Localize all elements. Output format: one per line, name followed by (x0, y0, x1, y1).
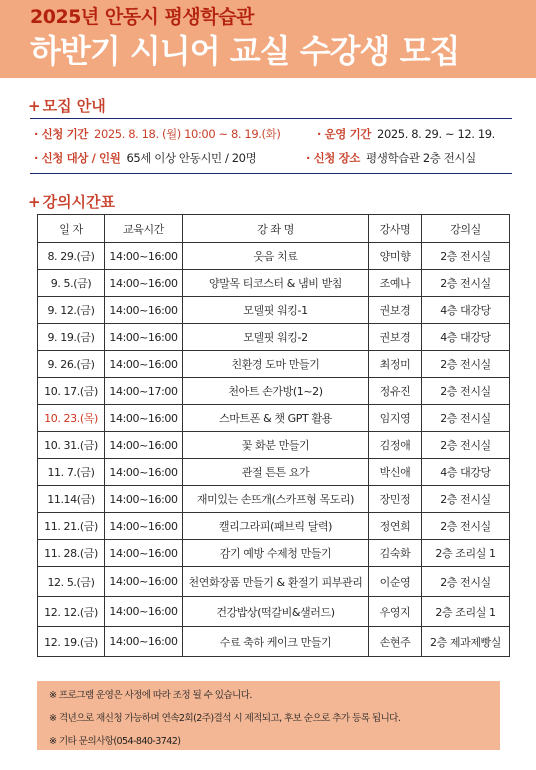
table-row (38, 351, 510, 378)
table-row (38, 597, 510, 627)
cell-teacher: 우영지 (369, 597, 422, 627)
recruit-section-title: + 모집 안내 (28, 97, 106, 115)
notes-box (37, 681, 500, 750)
cell-teacher: 정유진 (369, 378, 422, 405)
cell-date: 12. 12.(금) (38, 597, 105, 627)
cell-teacher: 조예나 (369, 270, 422, 297)
table-row (38, 270, 510, 297)
cell-teacher: 최정미 (369, 351, 422, 378)
cell-time: 14:00~16:00 (105, 270, 183, 297)
cell-room: 2층 전시실 (422, 432, 510, 459)
cell-teacher: 권보경 (369, 324, 422, 351)
cell-time: 14:00~16:00 (105, 597, 183, 627)
table-row (38, 432, 510, 459)
col-header-course: 강 좌 명 (183, 215, 369, 243)
cell-teacher: 이순영 (369, 567, 422, 597)
col-header-date: 일 자 (38, 215, 105, 243)
cell-course: 모델핏 워킹-1 (183, 297, 369, 324)
cell-teacher: 박신애 (369, 459, 422, 486)
cell-time: 14:00~16:00 (105, 540, 183, 567)
cell-teacher: 김정애 (369, 432, 422, 459)
plus-icon: + (28, 97, 41, 115)
cell-date: 10. 23.(목) (38, 405, 105, 432)
cell-room: 4층 대강당 (422, 459, 510, 486)
cell-course: 양말목 티코스터 & 냄비 받침 (183, 270, 369, 297)
col-header-room: 강의실 (422, 215, 510, 243)
cell-course: 꽃 화분 만들기 (183, 432, 369, 459)
cell-teacher: 정연희 (369, 513, 422, 540)
cell-time: 14:00~16:00 (105, 486, 183, 513)
header-title: 하반기 시니어 교실 수강생 모집 (30, 32, 460, 70)
recruit-info-box (30, 118, 512, 174)
cell-course: 재미있는 손뜨개(스카프형 목도리) (183, 486, 369, 513)
cell-room: 4층 대강당 (422, 297, 510, 324)
cell-date: 12. 5.(금) (38, 567, 105, 597)
cell-teacher: 임지영 (369, 405, 422, 432)
table-row (38, 405, 510, 432)
cell-course: 천아트 손가방(1~2) (183, 378, 369, 405)
table-row (38, 513, 510, 540)
table-header-row (38, 215, 510, 243)
cell-date: 11. 21.(금) (38, 513, 105, 540)
cell-course: 모델핏 워킹-2 (183, 324, 369, 351)
cell-time: 14:00~16:00 (105, 567, 183, 597)
cell-time: 14:00~16:00 (105, 324, 183, 351)
table-row (38, 627, 510, 657)
cell-teacher: 권보경 (369, 297, 422, 324)
cell-room: 4층 대강당 (422, 324, 510, 351)
table-row (38, 378, 510, 405)
header-banner (0, 0, 536, 78)
plus-icon: + (28, 193, 41, 211)
col-header-teacher: 강사명 (369, 215, 422, 243)
cell-date: 11.14(금) (38, 486, 105, 513)
cell-date: 10. 17.(금) (38, 378, 105, 405)
cell-date: 9. 5.(금) (38, 270, 105, 297)
col-header-time: 교육시간 (105, 215, 183, 243)
cell-teacher: 김숙화 (369, 540, 422, 567)
cell-course: 스마트폰 & 챗 GPT 활용 (183, 405, 369, 432)
apply-target: · 신청 대상 / 인원 65세 이상 안동시민 / 20명 (34, 151, 257, 165)
note-item: ※ 기타 문의사항(054-840-3742) (49, 736, 181, 747)
cell-date: 11. 28.(금) (38, 540, 105, 567)
run-period: · 운영 기간 2025. 8. 29. ~ 12. 19. (317, 127, 495, 141)
cell-room: 2층 조리실 1 (422, 597, 510, 627)
cell-time: 14:00~16:00 (105, 513, 183, 540)
cell-date: 11. 7.(금) (38, 459, 105, 486)
cell-room: 2층 전시실 (422, 378, 510, 405)
note-item: ※ 격년으로 재신청 가능하며 연속2회(2주)결석 시 제적되고, 후보 순으로 추가 등록 됩니다. (49, 713, 401, 724)
cell-date: 10. 31.(금) (38, 432, 105, 459)
cell-course: 캘리그라피(패브릭 달력) (183, 513, 369, 540)
cell-date: 9. 12.(금) (38, 297, 105, 324)
schedule-table (37, 214, 510, 657)
cell-room: 2층 조리실 1 (422, 540, 510, 567)
cell-date: 12. 19.(금) (38, 627, 105, 657)
table-row (38, 567, 510, 597)
cell-room: 2층 전시실 (422, 351, 510, 378)
cell-room: 2층 전시실 (422, 486, 510, 513)
table-row (38, 540, 510, 567)
table-row (38, 243, 510, 270)
cell-course: 웃음 치료 (183, 243, 369, 270)
apply-place: · 신청 장소 평생학습관 2층 전시실 (306, 151, 476, 165)
cell-course: 감기 예방 수제청 만들기 (183, 540, 369, 567)
cell-time: 14:00~16:00 (105, 432, 183, 459)
cell-room: 2층 전시실 (422, 243, 510, 270)
apply-period: · 신청 기간 2025. 8. 18. (월) 10:00 ~ 8. 19.(화) (34, 127, 281, 141)
cell-time: 14:00~16:00 (105, 405, 183, 432)
cell-time: 14:00~17:00 (105, 378, 183, 405)
cell-time: 14:00~16:00 (105, 297, 183, 324)
cell-room: 2층 제과제빵실 (422, 627, 510, 657)
table-row (38, 486, 510, 513)
cell-teacher: 양미향 (369, 243, 422, 270)
cell-course: 건강밥상(떡갈비&샐러드) (183, 597, 369, 627)
cell-room: 2층 전시실 (422, 405, 510, 432)
cell-date: 8. 29.(금) (38, 243, 105, 270)
note-item: ※ 프로그램 운영은 사정에 따라 조정 될 수 있습니다. (49, 690, 252, 701)
table-row (38, 459, 510, 486)
cell-teacher: 손현주 (369, 627, 422, 657)
cell-time: 14:00~16:00 (105, 627, 183, 657)
cell-course: 수료 축하 케이크 만들기 (183, 627, 369, 657)
table-row (38, 297, 510, 324)
cell-date: 9. 26.(금) (38, 351, 105, 378)
cell-course: 관절 튼튼 요가 (183, 459, 369, 486)
cell-course: 천연화장품 만들기 & 환절기 피부관리 (183, 567, 369, 597)
cell-room: 2층 전시실 (422, 513, 510, 540)
cell-teacher: 장민정 (369, 486, 422, 513)
cell-course: 친환경 도마 만들기 (183, 351, 369, 378)
cell-time: 14:00~16:00 (105, 351, 183, 378)
cell-time: 14:00~16:00 (105, 243, 183, 270)
cell-date: 9. 19.(금) (38, 324, 105, 351)
header-subtitle: 2025년 안동시 평생학습관 (30, 6, 254, 28)
cell-time: 14:00~16:00 (105, 459, 183, 486)
cell-room: 2층 전시실 (422, 270, 510, 297)
schedule-section-title: + 강의시간표 (28, 193, 116, 211)
cell-room: 2층 전시실 (422, 567, 510, 597)
table-row (38, 324, 510, 351)
